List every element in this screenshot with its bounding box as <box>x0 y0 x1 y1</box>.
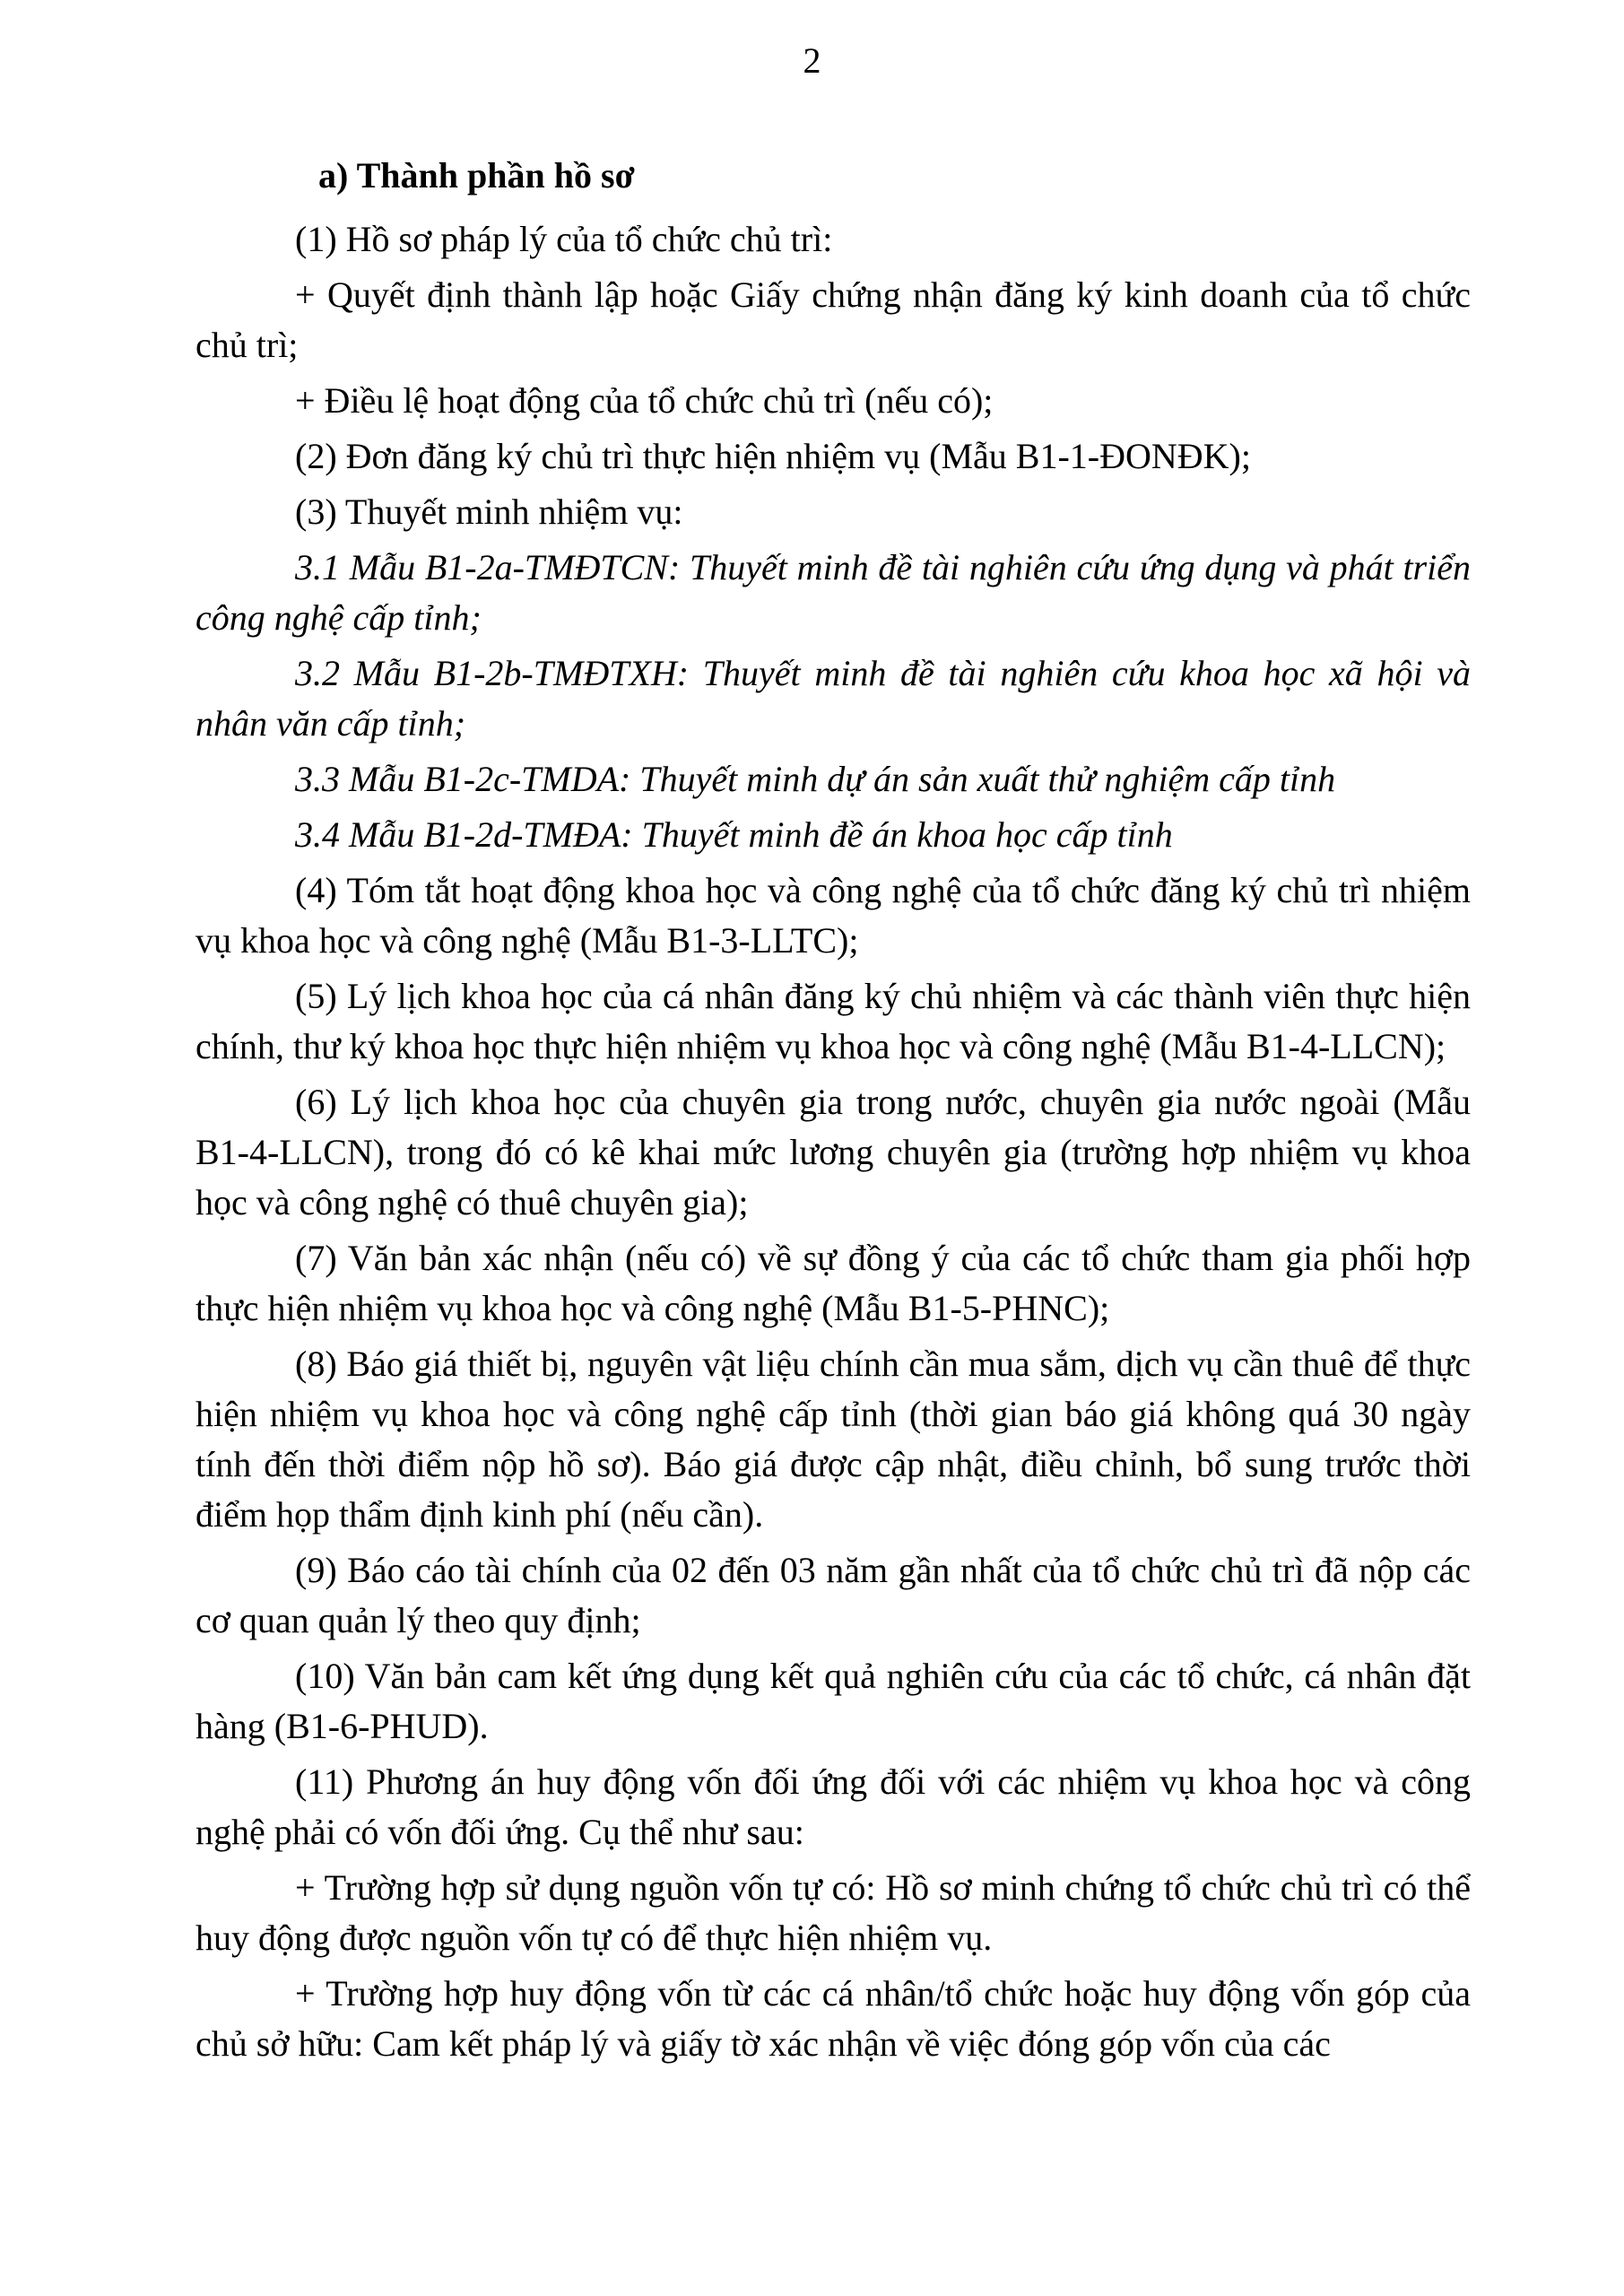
paragraph: 3.4 Mẫu B1-2d-TMĐA: Thuyết minh đề án khoa học cấp tỉnh <box>295 814 1173 855</box>
section-heading: a) Thành phần hồ sơ <box>318 155 635 196</box>
paragraph: + Điều lệ hoạt động của tổ chức chủ trì (nếu có); <box>295 380 994 421</box>
paragraph: (7) Văn bản xác nhận (nếu có) về sự đồng ý của các tổ chức tham gia phối hợp thực hiện nhiệm vụ khoa học và công nghệ (Mẫu B1-5-PHNC); <box>195 1238 1471 1328</box>
page-number: 2 <box>803 40 821 81</box>
paragraph: (10) Văn bản cam kết ứng dụng kết quả nghiên cứu của các tổ chức, cá nhân đặt hàng (B1-6-PHUD). <box>195 1656 1471 1746</box>
paragraph: (2) Đơn đăng ký chủ trì thực hiện nhiệm vụ (Mẫu B1-1-ĐONĐK); <box>295 436 1251 476</box>
paragraph: (8) Báo giá thiết bị, nguyên vật liệu chính cần mua sắm, dịch vụ cần thuê để thực hiện nhiệm vụ khoa học và công nghệ cấp tỉnh (thời gian báo giá không quá 30 ngày tính đến thời điểm nộp hồ sơ). Báo giá được cập nhật, điều chỉnh, bổ sung trước thời điểm họp thẩm định kinh phí (nếu cần). <box>195 1344 1471 1535</box>
paragraph: (4) Tóm tắt hoạt động khoa học và công nghệ của tổ chức đăng ký chủ trì nhiệm vụ khoa học và công nghệ (Mẫu B1-3-LLTC); <box>195 870 1471 961</box>
paragraph: (5) Lý lịch khoa học của cá nhân đăng ký chủ nhiệm và các thành viên thực hiện chính, thư ký khoa học thực hiện nhiệm vụ khoa học và công nghệ (Mẫu B1-4-LLCN); <box>195 976 1471 1066</box>
paragraph: (3) Thuyết minh nhiệm vụ: <box>295 491 683 532</box>
paragraph: (1) Hồ sơ pháp lý của tổ chức chủ trì: <box>295 219 833 259</box>
paragraph: 3.3 Mẫu B1-2c-TMDA: Thuyết minh dự án sản xuất thử nghiệm cấp tỉnh <box>295 759 1336 799</box>
paragraph-list <box>195 214 1471 2069</box>
paragraph: (11) Phương án huy động vốn đối ứng đối với các nhiệm vụ khoa học và công nghệ phải có vốn đối ứng. Cụ thể như sau: <box>195 1761 1471 1852</box>
paragraph: (6) Lý lịch khoa học của chuyên gia trong nước, chuyên gia nước ngoài (Mẫu B1-4-LLCN), trong đó có kê khai mức lương chuyên gia (trường hợp nhiệm vụ khoa học và công nghệ có thuê chuyên gia); <box>195 1082 1471 1222</box>
document-body <box>195 151 1471 2074</box>
paragraph: (9) Báo cáo tài chính của 02 đến 03 năm gần nhất của tổ chức chủ trì đã nộp các cơ quan quản lý theo quy định; <box>195 1550 1471 1640</box>
paragraph: + Trường hợp huy động vốn từ các cá nhân/tổ chức hoặc huy động vốn góp của chủ sở hữu: Cam kết pháp lý và giấy tờ xác nhận về việc đóng góp vốn của các <box>195 1973 1471 2064</box>
paragraph: + Trường hợp sử dụng nguồn vốn tự có: Hồ sơ minh chứng tổ chức chủ trì có thể huy động được nguồn vốn tự có để thực hiện nhiệm vụ. <box>195 1867 1471 1958</box>
paragraph: 3.2 Mẫu B1-2b-TMĐTXH: Thuyết minh đề tài nghiên cứu khoa học xã hội và nhân văn cấp tỉnh; <box>195 653 1471 744</box>
paragraph: + Quyết định thành lập hoặc Giấy chứng nhận đăng ký kinh doanh của tổ chức chủ trì; <box>195 274 1471 365</box>
paragraph: 3.1 Mẫu B1-2a-TMĐTCN: Thuyết minh đề tài nghiên cứu ứng dụng và phát triển công nghệ cấp tỉnh; <box>195 547 1471 638</box>
